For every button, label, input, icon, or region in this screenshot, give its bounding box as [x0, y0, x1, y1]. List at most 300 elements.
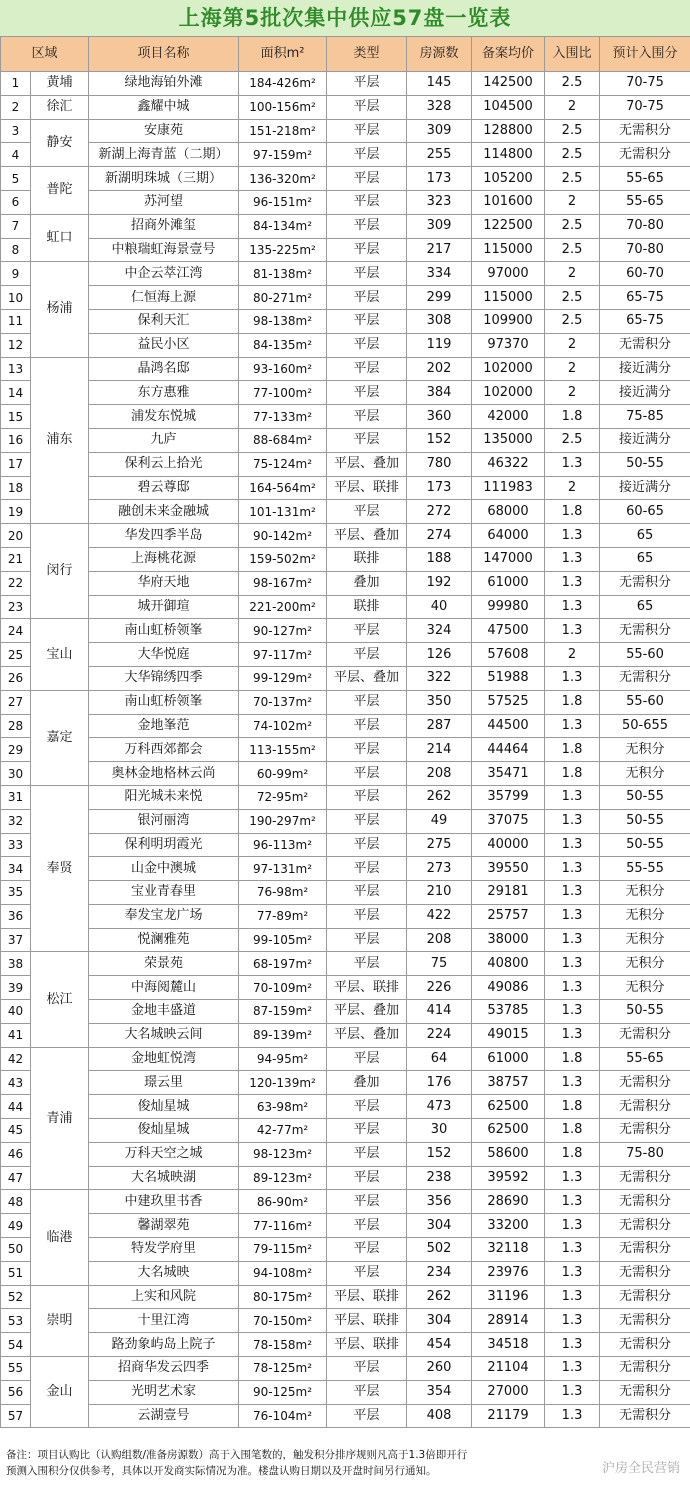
expected-score: 无积分	[600, 952, 690, 976]
project-name: 奥林金地格林云尚	[89, 762, 239, 786]
table-row	[1, 405, 690, 429]
row-number: 44	[1, 1095, 31, 1119]
area-range: 77-89m²	[239, 904, 327, 928]
unit-type: 平层	[327, 1095, 407, 1119]
table-row	[1, 1261, 690, 1285]
header-price: 备案均价	[472, 37, 545, 72]
row-number: 25	[1, 643, 31, 667]
avg-price: 33200	[472, 1214, 545, 1238]
project-name: 南山虹桥领峯	[89, 619, 239, 643]
header-project-name: 项目名称	[89, 37, 239, 72]
row-number: 27	[1, 690, 31, 714]
area-range: 136-320m²	[239, 167, 327, 191]
unit-type: 平层、叠加	[327, 452, 407, 476]
entry-ratio: 1.8	[545, 1047, 600, 1071]
area-range: 98-167m²	[239, 571, 327, 595]
area-range: 94-95m²	[239, 1047, 327, 1071]
project-name: 鑫耀中城	[89, 95, 239, 119]
unit-count: 208	[407, 762, 472, 786]
unit-type: 平层	[327, 214, 407, 238]
expected-score: 无需积分	[600, 571, 690, 595]
row-number: 2	[1, 95, 31, 119]
table-row	[1, 1119, 690, 1143]
table-row	[1, 214, 690, 238]
district-cell: 徐汇	[31, 95, 89, 119]
table-row	[1, 881, 690, 905]
table-row	[1, 1285, 690, 1309]
row-number: 9	[1, 262, 31, 286]
avg-price: 109900	[472, 309, 545, 333]
unit-type: 平层、联排	[327, 976, 407, 1000]
table-row	[1, 809, 690, 833]
avg-price: 51988	[472, 666, 545, 690]
avg-price: 58600	[472, 1142, 545, 1166]
unit-type: 平层	[327, 238, 407, 262]
project-name: 大华悦庭	[89, 643, 239, 667]
row-number: 17	[1, 452, 31, 476]
row-number: 48	[1, 1190, 31, 1214]
project-name: 益民小区	[89, 333, 239, 357]
row-number: 46	[1, 1142, 31, 1166]
district-cell: 黄埔	[31, 72, 89, 96]
area-range: 94-108m²	[239, 1261, 327, 1285]
unit-count: 328	[407, 95, 472, 119]
header-units: 房源数	[407, 37, 472, 72]
unit-count: 502	[407, 1238, 472, 1262]
unit-type: 平层	[327, 1119, 407, 1143]
expected-score: 无需积分	[600, 1357, 690, 1381]
expected-score: 55-65	[600, 167, 690, 191]
unit-count: 255	[407, 143, 472, 167]
entry-ratio: 1.3	[545, 1380, 600, 1404]
unit-count: 356	[407, 1190, 472, 1214]
unit-type: 平层	[327, 405, 407, 429]
unit-count: 322	[407, 666, 472, 690]
unit-type: 平层	[327, 1047, 407, 1071]
table-row	[1, 1380, 690, 1404]
expected-score: 55-65	[600, 1047, 690, 1071]
table-row	[1, 286, 690, 310]
unit-type: 平层	[327, 1261, 407, 1285]
area-range: 97-117m²	[239, 643, 327, 667]
table-row	[1, 1071, 690, 1095]
avg-price: 99980	[472, 595, 545, 619]
header-ratio: 入围比	[545, 37, 600, 72]
unit-type: 平层、联排	[327, 1333, 407, 1357]
unit-count: 324	[407, 619, 472, 643]
header-type: 类型	[327, 37, 407, 72]
avg-price: 29181	[472, 881, 545, 905]
area-range: 113-155m²	[239, 738, 327, 762]
project-name: 上实和风院	[89, 1285, 239, 1309]
row-number: 57	[1, 1404, 31, 1428]
expected-score: 无需积分	[600, 666, 690, 690]
avg-price: 101600	[472, 190, 545, 214]
project-name: 云湖壹号	[89, 1404, 239, 1428]
area-range: 90-125m²	[239, 1380, 327, 1404]
table-row	[1, 643, 690, 667]
entry-ratio: 2	[545, 333, 600, 357]
unit-count: 323	[407, 190, 472, 214]
table-row	[1, 1404, 690, 1428]
project-name: 苏河望	[89, 190, 239, 214]
table-row	[1, 1357, 690, 1381]
unit-count: 287	[407, 714, 472, 738]
entry-ratio: 1.3	[545, 524, 600, 548]
avg-price: 53785	[472, 1000, 545, 1024]
entry-ratio: 1.3	[545, 1166, 600, 1190]
entry-ratio: 1.3	[545, 1309, 600, 1333]
expected-score: 55-60	[600, 643, 690, 667]
entry-ratio: 1.3	[545, 1000, 600, 1024]
row-number: 40	[1, 1000, 31, 1024]
row-number: 6	[1, 190, 31, 214]
avg-price: 25757	[472, 904, 545, 928]
unit-count: 238	[407, 1166, 472, 1190]
row-number: 8	[1, 238, 31, 262]
row-number: 20	[1, 524, 31, 548]
unit-type: 平层	[327, 381, 407, 405]
district-cell: 闵行	[31, 524, 89, 619]
unit-count: 152	[407, 428, 472, 452]
expected-score: 无需积分	[600, 143, 690, 167]
unit-type: 平层	[327, 286, 407, 310]
area-range: 78-125m²	[239, 1357, 327, 1381]
expected-score: 60-65	[600, 500, 690, 524]
project-name: 碧云尊邸	[89, 476, 239, 500]
table-row	[1, 1309, 690, 1333]
unit-type: 平层	[327, 904, 407, 928]
table-row	[1, 690, 690, 714]
expected-score: 无需积分	[600, 1166, 690, 1190]
table-title: 上海第5批次集中供应57盘一览表	[0, 0, 690, 36]
entry-ratio: 1.3	[545, 1190, 600, 1214]
area-range: 120-139m²	[239, 1071, 327, 1095]
unit-type: 平层、叠加	[327, 524, 407, 548]
district-cell: 杨浦	[31, 262, 89, 357]
expected-score: 无需积分	[600, 1095, 690, 1119]
row-number: 33	[1, 833, 31, 857]
header-score: 预计入围分	[600, 37, 690, 72]
unit-count: 217	[407, 238, 472, 262]
table-row	[1, 904, 690, 928]
expected-score: 55-60	[600, 690, 690, 714]
unit-count: 226	[407, 976, 472, 1000]
table-row	[1, 190, 690, 214]
unit-count: 176	[407, 1071, 472, 1095]
area-range: 74-102m²	[239, 714, 327, 738]
avg-price: 34518	[472, 1333, 545, 1357]
avg-price: 68000	[472, 500, 545, 524]
avg-price: 102000	[472, 381, 545, 405]
expected-score: 70-80	[600, 238, 690, 262]
expected-score: 无需积分	[600, 1285, 690, 1309]
district-cell: 奉贤	[31, 785, 89, 952]
project-name: 中海阅麓山	[89, 976, 239, 1000]
entry-ratio: 1.3	[545, 881, 600, 905]
avg-price: 97370	[472, 333, 545, 357]
unit-type: 平层	[327, 500, 407, 524]
table-row	[1, 309, 690, 333]
row-number: 41	[1, 1023, 31, 1047]
table-row	[1, 1023, 690, 1047]
expected-score: 无需积分	[600, 1309, 690, 1333]
unit-count: 214	[407, 738, 472, 762]
row-number: 1	[1, 72, 31, 96]
unit-count: 262	[407, 785, 472, 809]
table-row	[1, 785, 690, 809]
row-number: 37	[1, 928, 31, 952]
area-range: 42-77m²	[239, 1119, 327, 1143]
unit-count: 49	[407, 809, 472, 833]
expected-score: 75-80	[600, 1142, 690, 1166]
unit-count: 354	[407, 1380, 472, 1404]
avg-price: 128800	[472, 119, 545, 143]
unit-count: 308	[407, 309, 472, 333]
row-number: 13	[1, 357, 31, 381]
table-row	[1, 928, 690, 952]
unit-count: 275	[407, 833, 472, 857]
table-row	[1, 333, 690, 357]
unit-count: 780	[407, 452, 472, 476]
area-range: 60-99m²	[239, 762, 327, 786]
table-row	[1, 476, 690, 500]
unit-type: 平层	[327, 643, 407, 667]
unit-type: 平层	[327, 167, 407, 191]
area-range: 63-98m²	[239, 1095, 327, 1119]
entry-ratio: 1.3	[545, 833, 600, 857]
table-body	[1, 72, 690, 1428]
area-range: 78-158m²	[239, 1333, 327, 1357]
row-number: 35	[1, 881, 31, 905]
project-name: 中企云萃江湾	[89, 262, 239, 286]
avg-price: 32118	[472, 1238, 545, 1262]
expected-score: 无需积分	[600, 1023, 690, 1047]
area-range: 84-135m²	[239, 333, 327, 357]
unit-type: 平层	[327, 857, 407, 881]
project-name: 荣景苑	[89, 952, 239, 976]
unit-type: 平层	[327, 95, 407, 119]
avg-price: 21104	[472, 1357, 545, 1381]
expected-score: 无需积分	[600, 119, 690, 143]
project-name: 宝业青春里	[89, 881, 239, 905]
expected-score: 55-65	[600, 190, 690, 214]
table-row	[1, 738, 690, 762]
row-number: 15	[1, 405, 31, 429]
row-number: 31	[1, 785, 31, 809]
avg-price: 40800	[472, 952, 545, 976]
unit-count: 309	[407, 119, 472, 143]
avg-price: 44464	[472, 738, 545, 762]
area-range: 96-113m²	[239, 833, 327, 857]
project-name: 俊灿星城	[89, 1119, 239, 1143]
project-name: 十里江湾	[89, 1309, 239, 1333]
entry-ratio: 2	[545, 95, 600, 119]
project-name: 大华锦绣四季	[89, 666, 239, 690]
unit-type: 平层	[327, 928, 407, 952]
area-range: 75-124m²	[239, 452, 327, 476]
entry-ratio: 1.3	[545, 928, 600, 952]
avg-price: 21179	[472, 1404, 545, 1428]
area-range: 99-129m²	[239, 666, 327, 690]
header-district: 区域	[1, 37, 89, 72]
unit-type: 平层	[327, 119, 407, 143]
entry-ratio: 1.3	[545, 1285, 600, 1309]
table-row	[1, 143, 690, 167]
project-name: 万科天空之城	[89, 1142, 239, 1166]
row-number: 51	[1, 1261, 31, 1285]
entry-ratio: 1.3	[545, 1214, 600, 1238]
area-range: 76-104m²	[239, 1404, 327, 1428]
expected-score: 50-55	[600, 833, 690, 857]
area-range: 68-197m²	[239, 952, 327, 976]
unit-count: 299	[407, 286, 472, 310]
avg-price: 28690	[472, 1190, 545, 1214]
avg-price: 23976	[472, 1261, 545, 1285]
expected-score: 无需积分	[600, 1071, 690, 1095]
unit-type: 平层	[327, 738, 407, 762]
avg-price: 35799	[472, 785, 545, 809]
table-row	[1, 1214, 690, 1238]
project-name: 光明艺术家	[89, 1380, 239, 1404]
expected-score: 60-70	[600, 262, 690, 286]
project-name: 南山虹桥领峯	[89, 690, 239, 714]
avg-price: 49086	[472, 976, 545, 1000]
area-range: 87-159m²	[239, 1000, 327, 1024]
project-name: 特发学府里	[89, 1238, 239, 1262]
entry-ratio: 2.5	[545, 214, 600, 238]
header-row	[1, 37, 690, 72]
table-row	[1, 857, 690, 881]
area-range: 89-139m²	[239, 1023, 327, 1047]
unit-count: 384	[407, 381, 472, 405]
avg-price: 64000	[472, 524, 545, 548]
unit-type: 联排	[327, 547, 407, 571]
table-row	[1, 238, 690, 262]
avg-price: 42000	[472, 405, 545, 429]
entry-ratio: 1.8	[545, 762, 600, 786]
unit-type: 联排	[327, 595, 407, 619]
expected-score: 无需积分	[600, 1380, 690, 1404]
area-range: 72-95m²	[239, 785, 327, 809]
expected-score: 65	[600, 524, 690, 548]
district-cell: 松江	[31, 952, 89, 1047]
table-row	[1, 1047, 690, 1071]
unit-type: 平层	[327, 1190, 407, 1214]
entry-ratio: 1.8	[545, 690, 600, 714]
avg-price: 39550	[472, 857, 545, 881]
table-row	[1, 524, 690, 548]
unit-type: 平层	[327, 785, 407, 809]
avg-price: 38000	[472, 928, 545, 952]
unit-type: 平层	[327, 1238, 407, 1262]
project-name: 悦澜雅苑	[89, 928, 239, 952]
avg-price: 44500	[472, 714, 545, 738]
table-row	[1, 952, 690, 976]
entry-ratio: 1.3	[545, 714, 600, 738]
project-name: 俊灿星城	[89, 1095, 239, 1119]
table-row	[1, 762, 690, 786]
expected-score: 无需积分	[600, 1333, 690, 1357]
project-name: 华府天地	[89, 571, 239, 595]
expected-score: 接近满分	[600, 476, 690, 500]
entry-ratio: 1.3	[545, 809, 600, 833]
unit-count: 224	[407, 1023, 472, 1047]
avg-price: 61000	[472, 1047, 545, 1071]
table-row	[1, 595, 690, 619]
unit-type: 平层	[327, 1404, 407, 1428]
area-range: 77-100m²	[239, 381, 327, 405]
avg-price: 57525	[472, 690, 545, 714]
unit-type: 平层	[327, 1166, 407, 1190]
avg-price: 115000	[472, 238, 545, 262]
expected-score: 70-80	[600, 214, 690, 238]
avg-price: 46322	[472, 452, 545, 476]
project-name: 九庐	[89, 428, 239, 452]
unit-count: 208	[407, 928, 472, 952]
entry-ratio: 2.5	[545, 309, 600, 333]
unit-type: 平层	[327, 952, 407, 976]
expected-score: 无需积分	[600, 1261, 690, 1285]
unit-count: 64	[407, 1047, 472, 1071]
expected-score: 70-75	[600, 95, 690, 119]
unit-type: 平层	[327, 1357, 407, 1381]
entry-ratio: 2	[545, 381, 600, 405]
unit-count: 334	[407, 262, 472, 286]
unit-type: 平层	[327, 690, 407, 714]
unit-type: 平层、联排	[327, 1309, 407, 1333]
area-range: 98-138m²	[239, 309, 327, 333]
project-name: 金地丰盛道	[89, 1000, 239, 1024]
expected-score: 无需积分	[600, 1190, 690, 1214]
district-cell: 临港	[31, 1190, 89, 1285]
entry-ratio: 1.8	[545, 1095, 600, 1119]
expected-score: 无积分	[600, 762, 690, 786]
unit-count: 260	[407, 1357, 472, 1381]
unit-count: 414	[407, 1000, 472, 1024]
unit-type: 平层	[327, 619, 407, 643]
area-range: 96-151m²	[239, 190, 327, 214]
expected-score: 无积分	[600, 881, 690, 905]
unit-type: 平层	[327, 309, 407, 333]
area-range: 70-109m²	[239, 976, 327, 1000]
area-range: 76-98m²	[239, 881, 327, 905]
avg-price: 135000	[472, 428, 545, 452]
project-name: 馨湖翠苑	[89, 1214, 239, 1238]
unit-count: 188	[407, 547, 472, 571]
avg-price: 115000	[472, 286, 545, 310]
district-cell: 宝山	[31, 619, 89, 690]
entry-ratio: 1.3	[545, 904, 600, 928]
unit-type: 平层	[327, 72, 407, 96]
avg-price: 61000	[472, 571, 545, 595]
expected-score: 接近满分	[600, 428, 690, 452]
unit-type: 平层	[327, 762, 407, 786]
expected-score: 50-55	[600, 809, 690, 833]
project-name: 仁恒海上源	[89, 286, 239, 310]
header-area: 面积m²	[239, 37, 327, 72]
area-range: 101-131m²	[239, 500, 327, 524]
entry-ratio: 2.5	[545, 428, 600, 452]
unit-count: 210	[407, 881, 472, 905]
unit-count: 30	[407, 1119, 472, 1143]
expected-score: 无需积分	[600, 1238, 690, 1262]
project-name: 大名城映湖	[89, 1166, 239, 1190]
table-row	[1, 1238, 690, 1262]
avg-price: 27000	[472, 1380, 545, 1404]
entry-ratio: 1.3	[545, 619, 600, 643]
unit-type: 平层	[327, 357, 407, 381]
